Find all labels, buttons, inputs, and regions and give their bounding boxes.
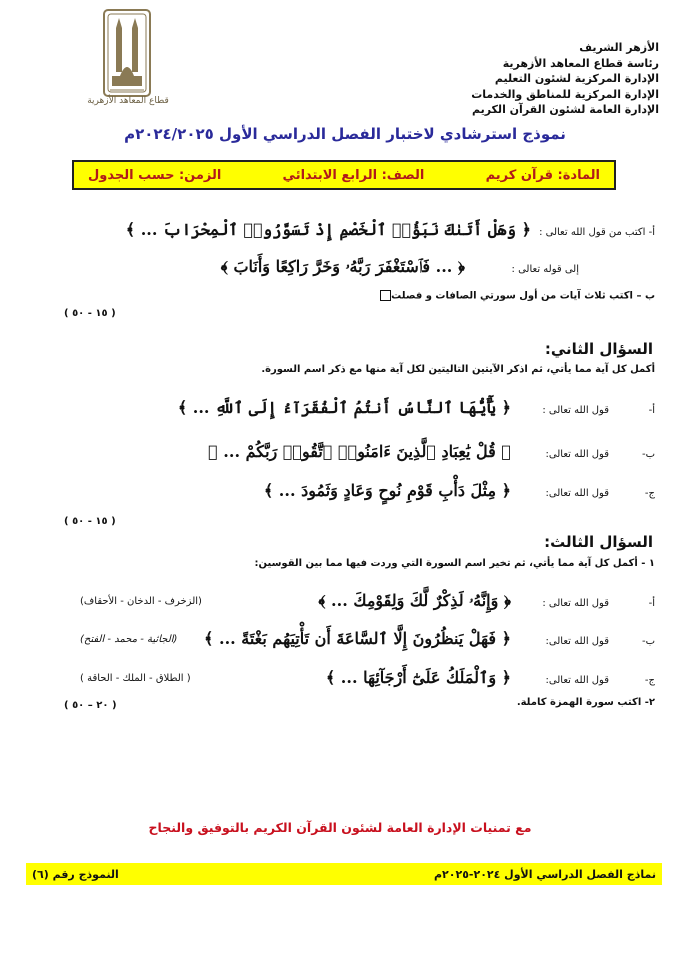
closing-wishes: مع تمنيات الإدارة العامة لشئون القرآن الكريم بالتوفيق والنجاح xyxy=(148,820,532,835)
q3-item-label: قول الله تعالى : xyxy=(542,598,609,609)
q1-marks: ( ١٥ - ٥٠ ) xyxy=(64,308,116,319)
header-line: الإدارة المركزية لشئون التعليم xyxy=(494,72,659,85)
q3-item-verse: ﴿ وَإِنَّهُۥ لَذِكْرٌ لَّكَ وَلِقَوْمِكَ ... ﴾ xyxy=(318,591,511,610)
institution-header xyxy=(429,40,659,118)
q3-item-letter: أ- xyxy=(648,598,655,609)
q2-item-letter: ب- xyxy=(641,449,655,460)
q2-heading: السؤال الثاني: xyxy=(544,340,653,358)
footer-model-number: النموذج رقم (٦) xyxy=(32,867,119,881)
q2-item-letter: ج- xyxy=(644,488,655,499)
q1a-to-label: إلى قوله تعالى : xyxy=(511,264,579,275)
q3-surah-options: ( الطلاق - الملك - الحاقة ) xyxy=(80,673,191,684)
grade-label: الصف: الرابع الابتدائي xyxy=(282,167,425,183)
subject-label: المادة: قرآن كريم xyxy=(485,167,600,183)
q3-instruction: ١ - أكمل كل آية مما يأتي، ثم تخير اسم السورة التي وردت فيها مما بين القوسين: xyxy=(254,558,655,569)
header-line: رئاسة قطاع المعاهد الأزهرية xyxy=(502,56,659,70)
footer-series: نماذج الفصل الدراسي الأول ٢٠٢٤-٢٠٢٥م xyxy=(433,867,656,881)
q3-surah-options: (الجاثية - محمد - الفتح) xyxy=(80,634,178,645)
q2-item-label: قول الله تعالى: xyxy=(545,488,609,499)
header-line: الإدارة العامة لشئون القرآن الكريم xyxy=(471,103,659,116)
q3-item-label: قول الله تعالى: xyxy=(545,675,609,686)
checkbox xyxy=(380,290,391,301)
exam-title: نموذج استرشادي لاختبار الفصل الدراسي الأول ٢٠٢٤/٢٠٢٥م xyxy=(124,125,566,143)
time-label: الزمن: حسب الجدول xyxy=(88,167,222,183)
q2-item-letter: أ- xyxy=(648,405,655,416)
header-line: الأزهر الشريف xyxy=(579,41,659,54)
q1a-label: أ- اكتب من قول الله تعالى : xyxy=(539,227,655,238)
footer-bar xyxy=(26,863,662,885)
logo-caption: قطاع المعاهد الأزهرية xyxy=(87,96,169,106)
q2-item-verse: ﴿ مِثْلَ دَأْبِ قَوْمِ نُوحٍ وَعَادٍ وَثَمُودَ ... ﴾ xyxy=(263,481,511,500)
q3-item-letter: ب- xyxy=(641,636,655,647)
q3-surah-options: (الزخرف - الدخان - الأحقاف) xyxy=(80,596,202,607)
q3-item-letter: ج- xyxy=(644,675,655,686)
q1a-to-verse: ﴿ ... فَٱسْتَغْفَرَ رَبَّهُۥ وَخَرَّ رَاكِعًا وَأَنَابَ ﴾ xyxy=(220,257,465,276)
q3-part2-text: ٢- اكتب سورة الهمزة كاملة. xyxy=(516,697,655,708)
q3-heading: السؤال الثالث: xyxy=(544,533,653,551)
q1a-verse: ﴿ وَهَلْ أَتَىٰكَ نَبَؤُا۟ ٱلْخَصْمِ إِذْ تَسَوَّرُوا۟ ٱلْمِحْرَابَ ... ﴾ xyxy=(125,220,531,239)
q3-marks: ( ٢٠ – ٥٠ ) xyxy=(64,700,117,711)
q2-instruction: أكمل كل آية مما يأتي، ثم اذكر الآيتين التاليتين لكل آية منها مع ذكر اسم السورة. xyxy=(261,364,655,375)
q2-item-verse: ﴿ يَٰٓأَيُّهَا ٱلنَّاسُ أَنتُمُ ٱلْفُقَرَآءُ إِلَى ٱللَّهِ ... ﴾ xyxy=(177,398,511,417)
exam-info-box xyxy=(72,160,616,190)
q2-item-label: قول الله تعالى : xyxy=(542,405,609,416)
q2-marks: ( ١٥ - ٥٠ ) xyxy=(64,516,116,527)
header-line: الإدارة المركزية للمناطق والخدمات xyxy=(471,87,659,101)
q2-item-verse: ﴿ قُلْ يَٰعِبَادِ ٱلَّذِينَ ءَامَنُوا۟ ٱتَّقُوا۟ رَبَّكُمْ ... ﴾ xyxy=(208,442,511,461)
q3-item-label: قول الله تعالى: xyxy=(545,636,609,647)
q3-item-verse: ﴿ فَهَلْ يَنظُرُونَ إِلَّا ٱلسَّاعَةَ أَن تَأْتِيَهُم بَغْتَةً ... ﴾ xyxy=(204,629,511,648)
q1b-instruction xyxy=(380,290,655,302)
q3-item-verse: ﴿ وَٱلْمَلَكُ عَلَىٰٓ أَرْجَآئِهَا ... ﴾ xyxy=(325,668,511,687)
q2-item-label: قول الله تعالى: xyxy=(545,449,609,460)
q1b-text: ب – اكتب ثلاث آيات من أول سورتي الصافات و فصلت xyxy=(391,290,655,302)
